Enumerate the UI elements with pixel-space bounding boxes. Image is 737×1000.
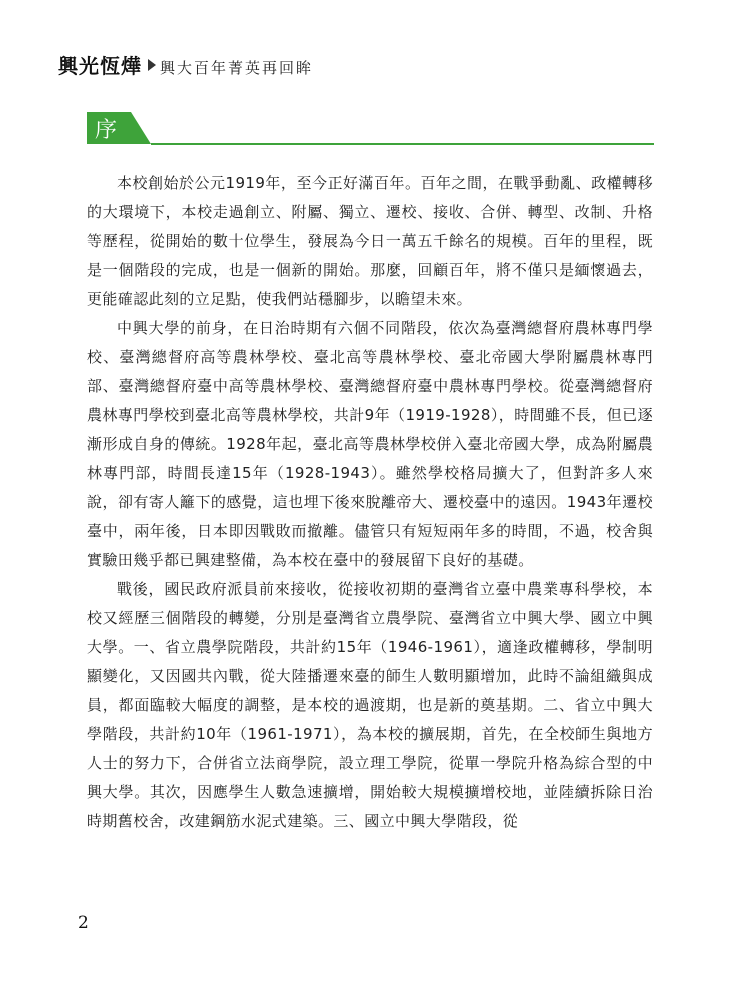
paragraph-2: 中興大學的前身，在日治時期有六個不同階段，依次為臺灣總督府農林專門學校、臺灣總督府高等農林學校、臺北高等農林學校、臺北帝國大學附屬農林專門部、臺灣總督府臺中高等農林學校、臺灣總督府臺中農林專門學校。從臺灣總督府農林專門學校到臺北高等農林學校，共計9年（1919-1928），時間雖不長，但已逐漸形成自身的傳統。1928年起，臺北高等農林學校併入臺北帝國大學，成為附屬農林專門部，時間長達15年（1928-1943）。雖然學校格局擴大了，但對許多人來說，卻有寄人籬下的感覺，這也埋下後來脫離帝大、遷校臺中的遠因。1943年遷校臺中，兩年後，日本即因戰敗而撤離。儘管只有短短兩年多的時間，不過，校舍與實驗田幾乎都已興建整備，為本校在臺中的發展留下良好的基礎。	[87, 319, 653, 569]
paragraph-3: 戰後，國民政府派員前來接收，從接收初期的臺灣省立臺中農業專科學校，本校又經歷三個階段的轉變，分別是臺灣省立農學院、臺灣省立中興大學、國立中興大學。一、省立農學院階段，共計約15年（1946-1961），適逢政權轉移，學制明顯變化，又因國共內戰，從大陸播遷來臺的師生人數明顯增加，此時不論組織與成員，都面臨較大幅度的調整，是本校的過渡期，也是新的奠基期。二、省立中興大學階段，共計約10年（1961-1971），為本校的擴展期，首先，在全校師生與地方人士的努力下，合併省立法商學院，設立理工學院，從單一學院升格為綜合型的中興大學。其次，因應學生人數急速擴增，開始較大規模擴增校地，並陸續拆除日治時期舊校舍，改建鋼筋水泥式建築。三、國立中興大學階段，從	[87, 580, 653, 830]
book-subtitle: 興大百年菁英再回眸	[160, 59, 314, 77]
section-heading	[87, 112, 151, 144]
triangle-right-icon	[148, 59, 156, 71]
section-divider	[151, 143, 654, 145]
book-title: 興光恆燁	[58, 54, 142, 78]
section-heading-text: 序	[95, 118, 118, 143]
body-text	[87, 169, 653, 836]
running-header	[58, 50, 313, 79]
page-number: 2	[78, 913, 89, 933]
paragraph-1: 本校創始於公元1919年，至今正好滿百年。百年之間，在戰爭動亂、政權轉移的大環境下，本校走過創立、附屬、獨立、遷校、接收、合併、轉型、改制、升格等歷程，從開始的數十位學生，發展為今日一萬五千餘名的規模。百年的里程，既是一個階段的完成，也是一個新的開始。那麼，回顧百年，將不僅只是緬懷過去，更能確認此刻的立足點，使我們站穩腳步，以瞻望未來。	[87, 174, 653, 308]
